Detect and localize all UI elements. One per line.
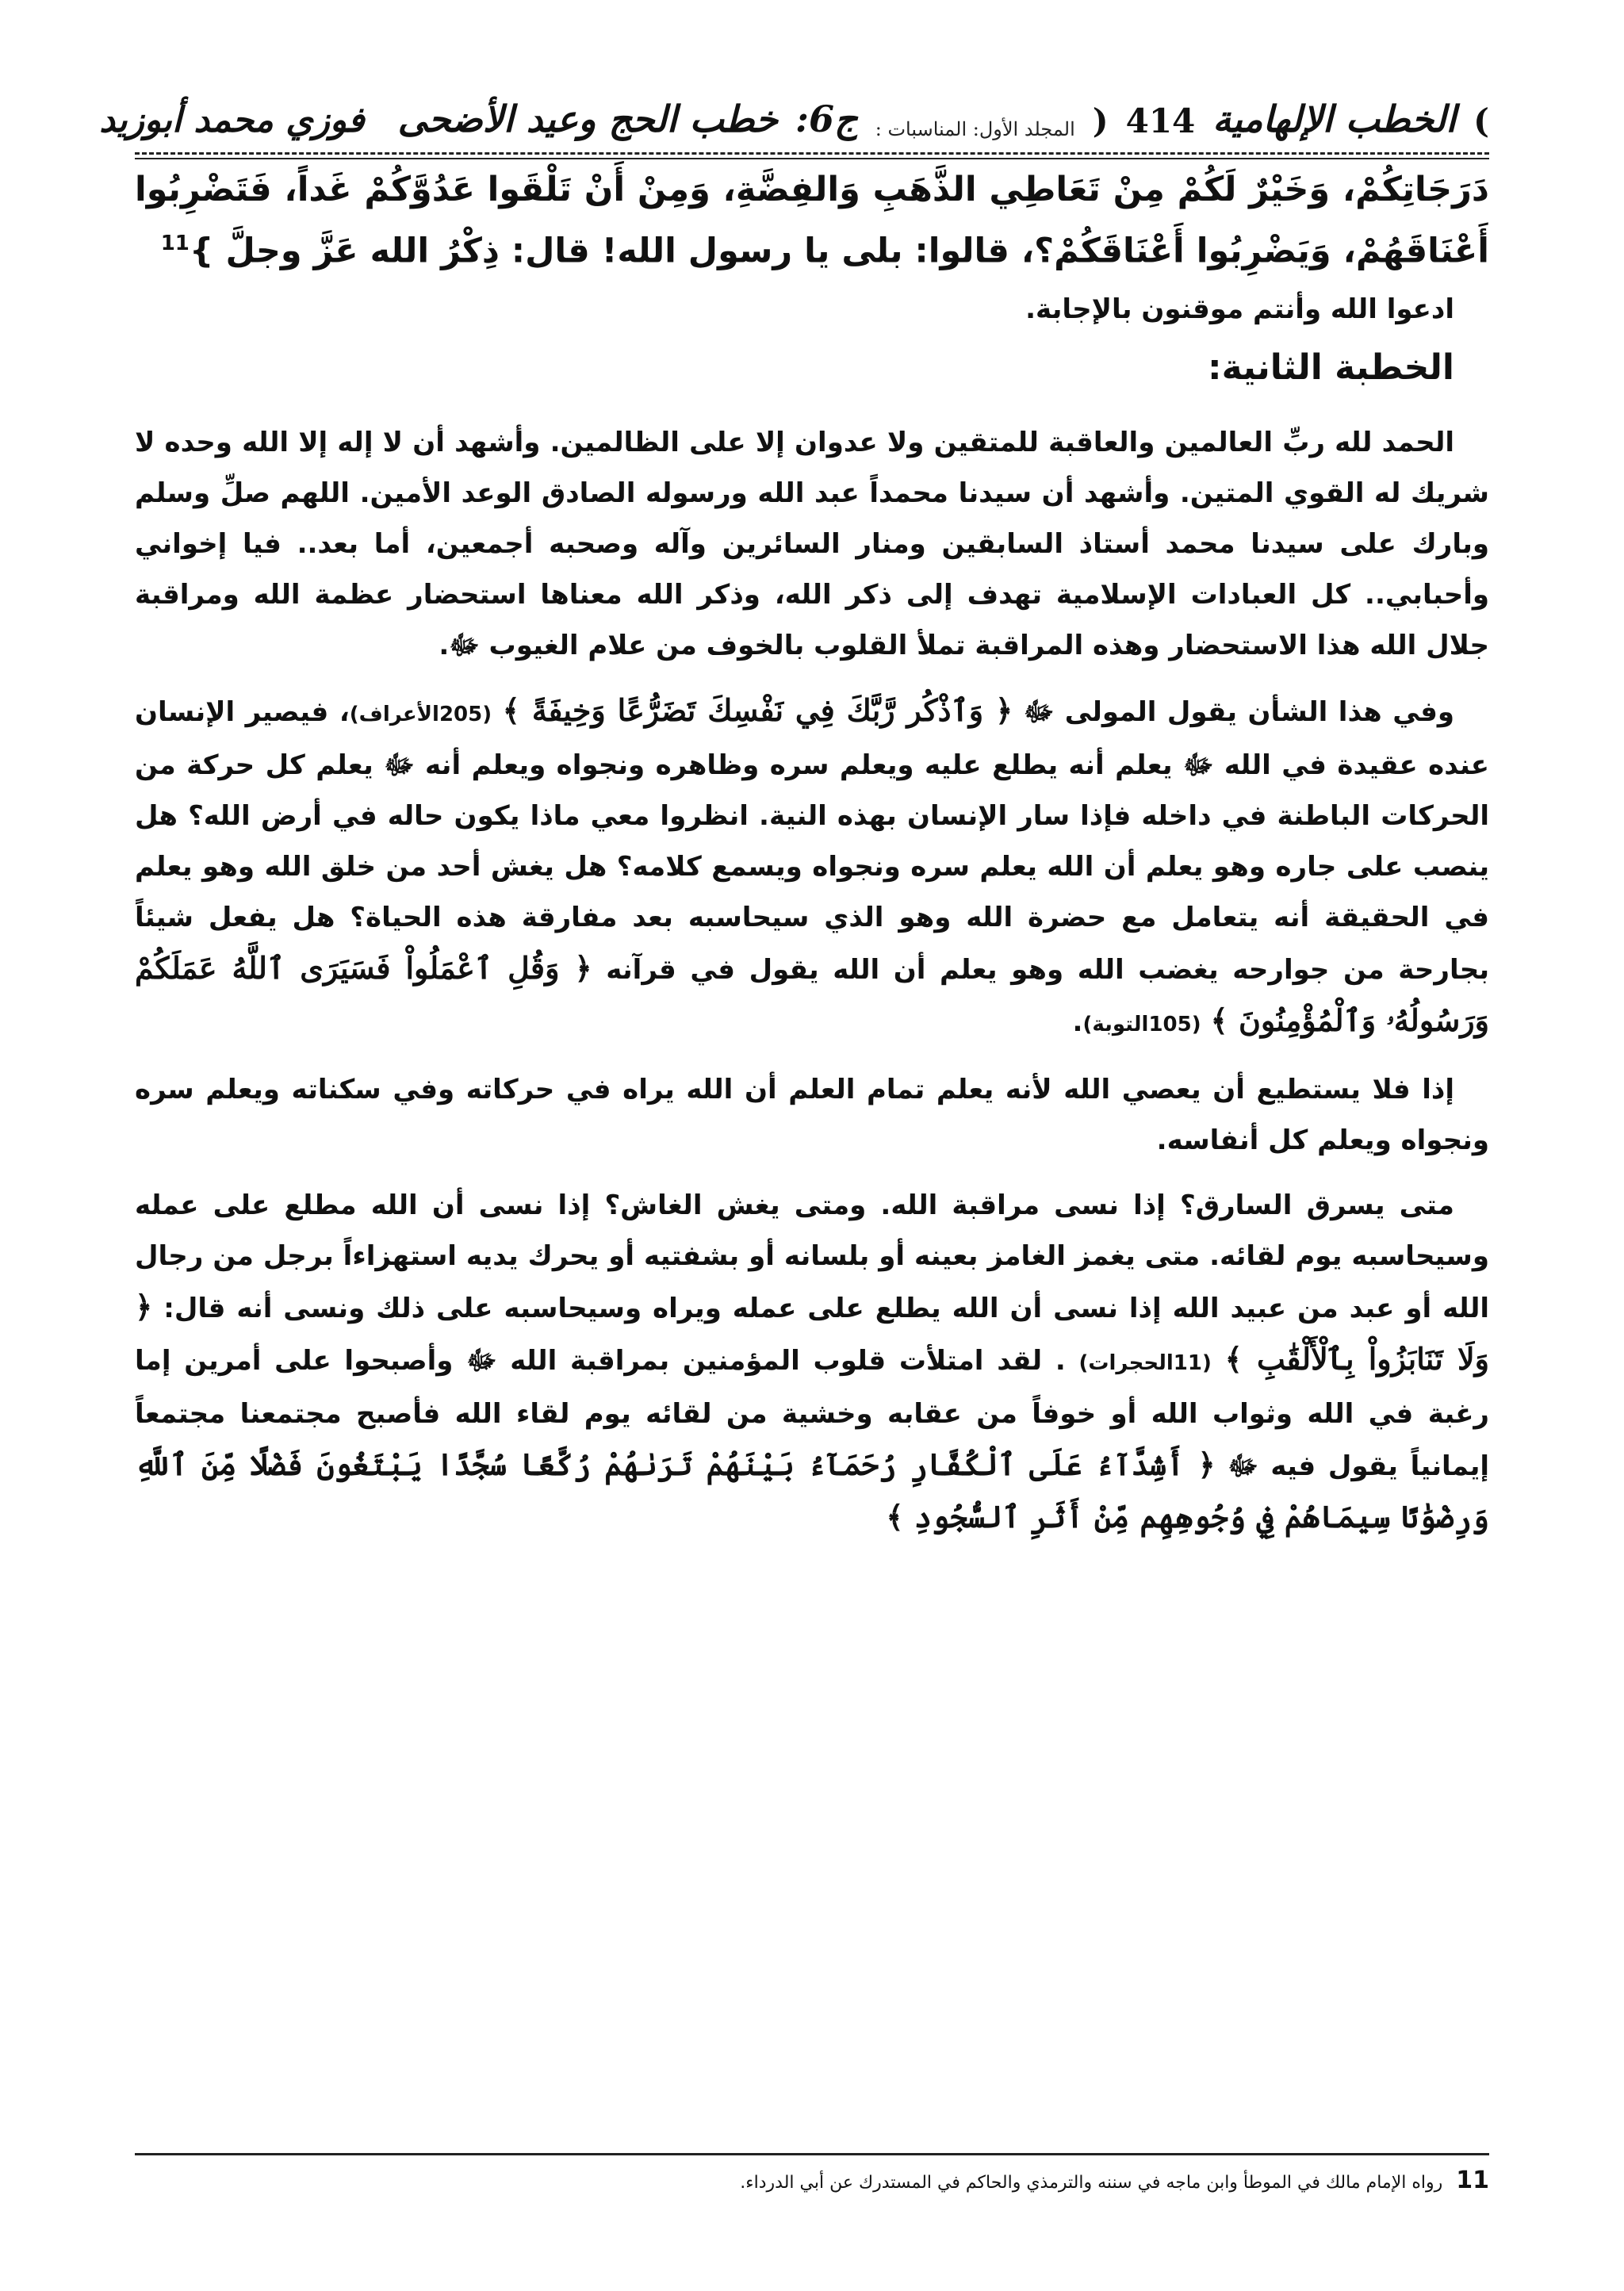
quran-verse-3: ﴿ وَلَا تَنَابَزُواْ بِٱلْأَلْقَٰبِ ﴾ <box>135 1289 1489 1377</box>
hadith-text <box>135 163 1489 278</box>
header-paren-close: ( <box>1092 102 1109 140</box>
section-heading: الخطبة الثانية: <box>1208 347 1454 389</box>
paragraph-1: الحمد لله ربِّ العالمين والعاقبة للمتقين ولا عدوان إلا على الظالمين. وأشهد أن لا إله إلا الله وحده لا شريك له القوي المتين. وأشهد أن سيدنا محمداً عبد الله ورسوله الصادق الوعد الأمين. اللهم صلِّ وسلم وبارك على سيدنا محمد أستاذ السابقين ومنار السائرين وآله وصحبه أجمعين، أما بعد.. فيا إخواني وأحبابي.. كل العبادات الإسلامية تهدف إلى ذكر الله، وذكر الله معناها استحضار عظمة الله ومراقبة جلال الله هذا الاستحضار وهذه المراقبة تملأ القلوب بالخوف من علام الغيوب ﷻ. <box>135 427 1489 662</box>
quran-verse-4: ﴿ أَشِدَّآءُ عَلَى ٱلْكُفَّارِ رُحَمَآءُ بَيْنَهُمْ تَرَىٰهُمْ رُكَّعًا سُجَّدًا يَبْتَغُونَ فَضْلًا مِّنَ ٱللَّهِ وَرِضْوَٰنًا سِيمَاهُمْ فِي وُجُوهِهِم مِّنْ أَثَرِ ٱلسُّجُودِ ﴾ <box>135 1446 1489 1535</box>
footnote-reference: 11 <box>160 232 190 255</box>
header-paren-open: ) <box>1473 102 1489 140</box>
footnote-number: 11 <box>1456 2166 1489 2194</box>
footnote-divider <box>135 2153 1489 2155</box>
paragraph-3: إذا فلا يستطيع أن يعصي الله لأنه يعلم تمام العلم أن الله يراه في حركاته وفي سكناته ويعلم سره ونجواه ويعلم كل أنفاسه. <box>135 1074 1489 1157</box>
quran-ref-1: (205الأعراف) <box>349 703 492 727</box>
document-page <box>99 75 1490 2216</box>
page-body <box>135 163 1489 1544</box>
header-divider <box>135 158 1489 159</box>
quran-verse-2: ﴿ وَقُلِ ٱعْمَلُواْ فَسَيَرَى ٱللَّهُ عَمَلَكُمْ وَرَسُولُهُۥ وَٱلْمُؤْمِنُونَ ﴾ <box>135 950 1489 1039</box>
paragraph-4-start: متى يسرق السارق؟ إذا نسى مراقبة الله. ومتى يغش الغاش؟ إذا نسى أن الله مطلع على عمله وسيحاسبه يوم لقائه. متى يغمز الغامز بعينه أو بلسانه أو بشفتيه أو يحرك يديه استهزاءاً برجل من رجال الله أو عبد من عبيد الله إذا نسى أن الله يطلع على عمله ويراه وسيحاسبه على ذلك ونسى أنه قال: <box>135 1190 1489 1325</box>
paragraph-2-end: . <box>1072 1006 1083 1039</box>
header-divider-dashed <box>135 152 1489 155</box>
header-part: ج6: <box>795 98 858 140</box>
header-book-title: خطب الحج وعيد الأضحى <box>397 98 779 140</box>
quran-ref-3: (11الحجرات) <box>1078 1351 1212 1376</box>
header-volume: المجلد الأول: المناسبات : <box>875 118 1075 140</box>
hadith-line-2: أَعْنَاقَهُمْ، وَيَضْرِبُوا أَعْنَاقَكُمْ؟، قالوا: بلى يا رسول الله! قال: ذِكْرُ الله عَزَّ وجلَّ } <box>189 231 1489 271</box>
header-series-title: الخطب الإلهامية <box>1212 98 1457 140</box>
closing-line: ادعوا الله وأنتم موقنون بالإجابة. <box>1025 293 1454 326</box>
quran-ref-2: (105التوبة) <box>1082 1013 1201 1037</box>
paragraph-2-start: وفي هذا الشأن يقول المولى ﷻ <box>1023 696 1454 729</box>
quran-verse-1: ﴿ وَٱذْكُر رَّبَّكَ فِي نَفْسِكَ تَضَرُّعًا وَخِيفَةً ﴾ <box>502 692 1013 729</box>
paragraph-2-middle: ، فيصير الإنسان عنده عقيدة في الله ﷻ يعلم أنه يطلع عليه ويعلم سره وظاهره ونجواه ويعلم أنه ﷻ يعلم كل حركة من الحركات الباطنة في داخله فإذا سار الإنسان بهذه النية. انظروا معي ماذا يكون حاله في أرض الله؟ هل ينصب على جاره وهو يعلم أن الله يعلم سره ونجواه ويسمع كلامه؟ هل يغش أحد من خلق الله وهو يعلم في الحقيقة أنه يتعامل مع حضرة الله وهو الذي سيحاسبه بعد مفارقة هذه الحياة؟ هل يفعل شيئاً بجارحة من جوارحه يغضب الله وهو يعلم أن الله يقول في قرآنه <box>135 696 1490 987</box>
footnote-text: رواه الإمام مالك في الموطأ وابن ماجه في سننه والترمذي والحاكم في المستدرك عن أبي الدرداء. <box>740 2173 1443 2193</box>
hadith-line-1: دَرَجَاتِكُمْ، وَخَيْرٌ لَكُمْ مِنْ تَعَاطِي الذَّهَبِ وَالفِضَّةِ، وَمِنْ أَنْ تَلْقَوا عَدُوَّكُمْ غَداً، فَتَضْرِبُوا <box>135 170 1489 209</box>
running-header <box>99 75 1489 148</box>
paragraph-2 <box>135 685 1489 1050</box>
footnote <box>135 2165 1489 2199</box>
header-author: فوزي محمد أبوزيد <box>99 100 365 140</box>
paragraph-4-end: . لقد امتلأت قلوب المؤمنين بمراقبة الله ﷻ وأصبحوا على أمرين إما رغبة في الله وثواب الله أو خوفاً من عقابه وخشية من لقائه يوم لقاء الله فأصبح مجتمعنا مجتمعاً إيمانياً يقول فيه ﷻ <box>135 1345 1489 1483</box>
paragraph-4 <box>135 1180 1489 1544</box>
header-page-number: 414 <box>1125 102 1196 140</box>
